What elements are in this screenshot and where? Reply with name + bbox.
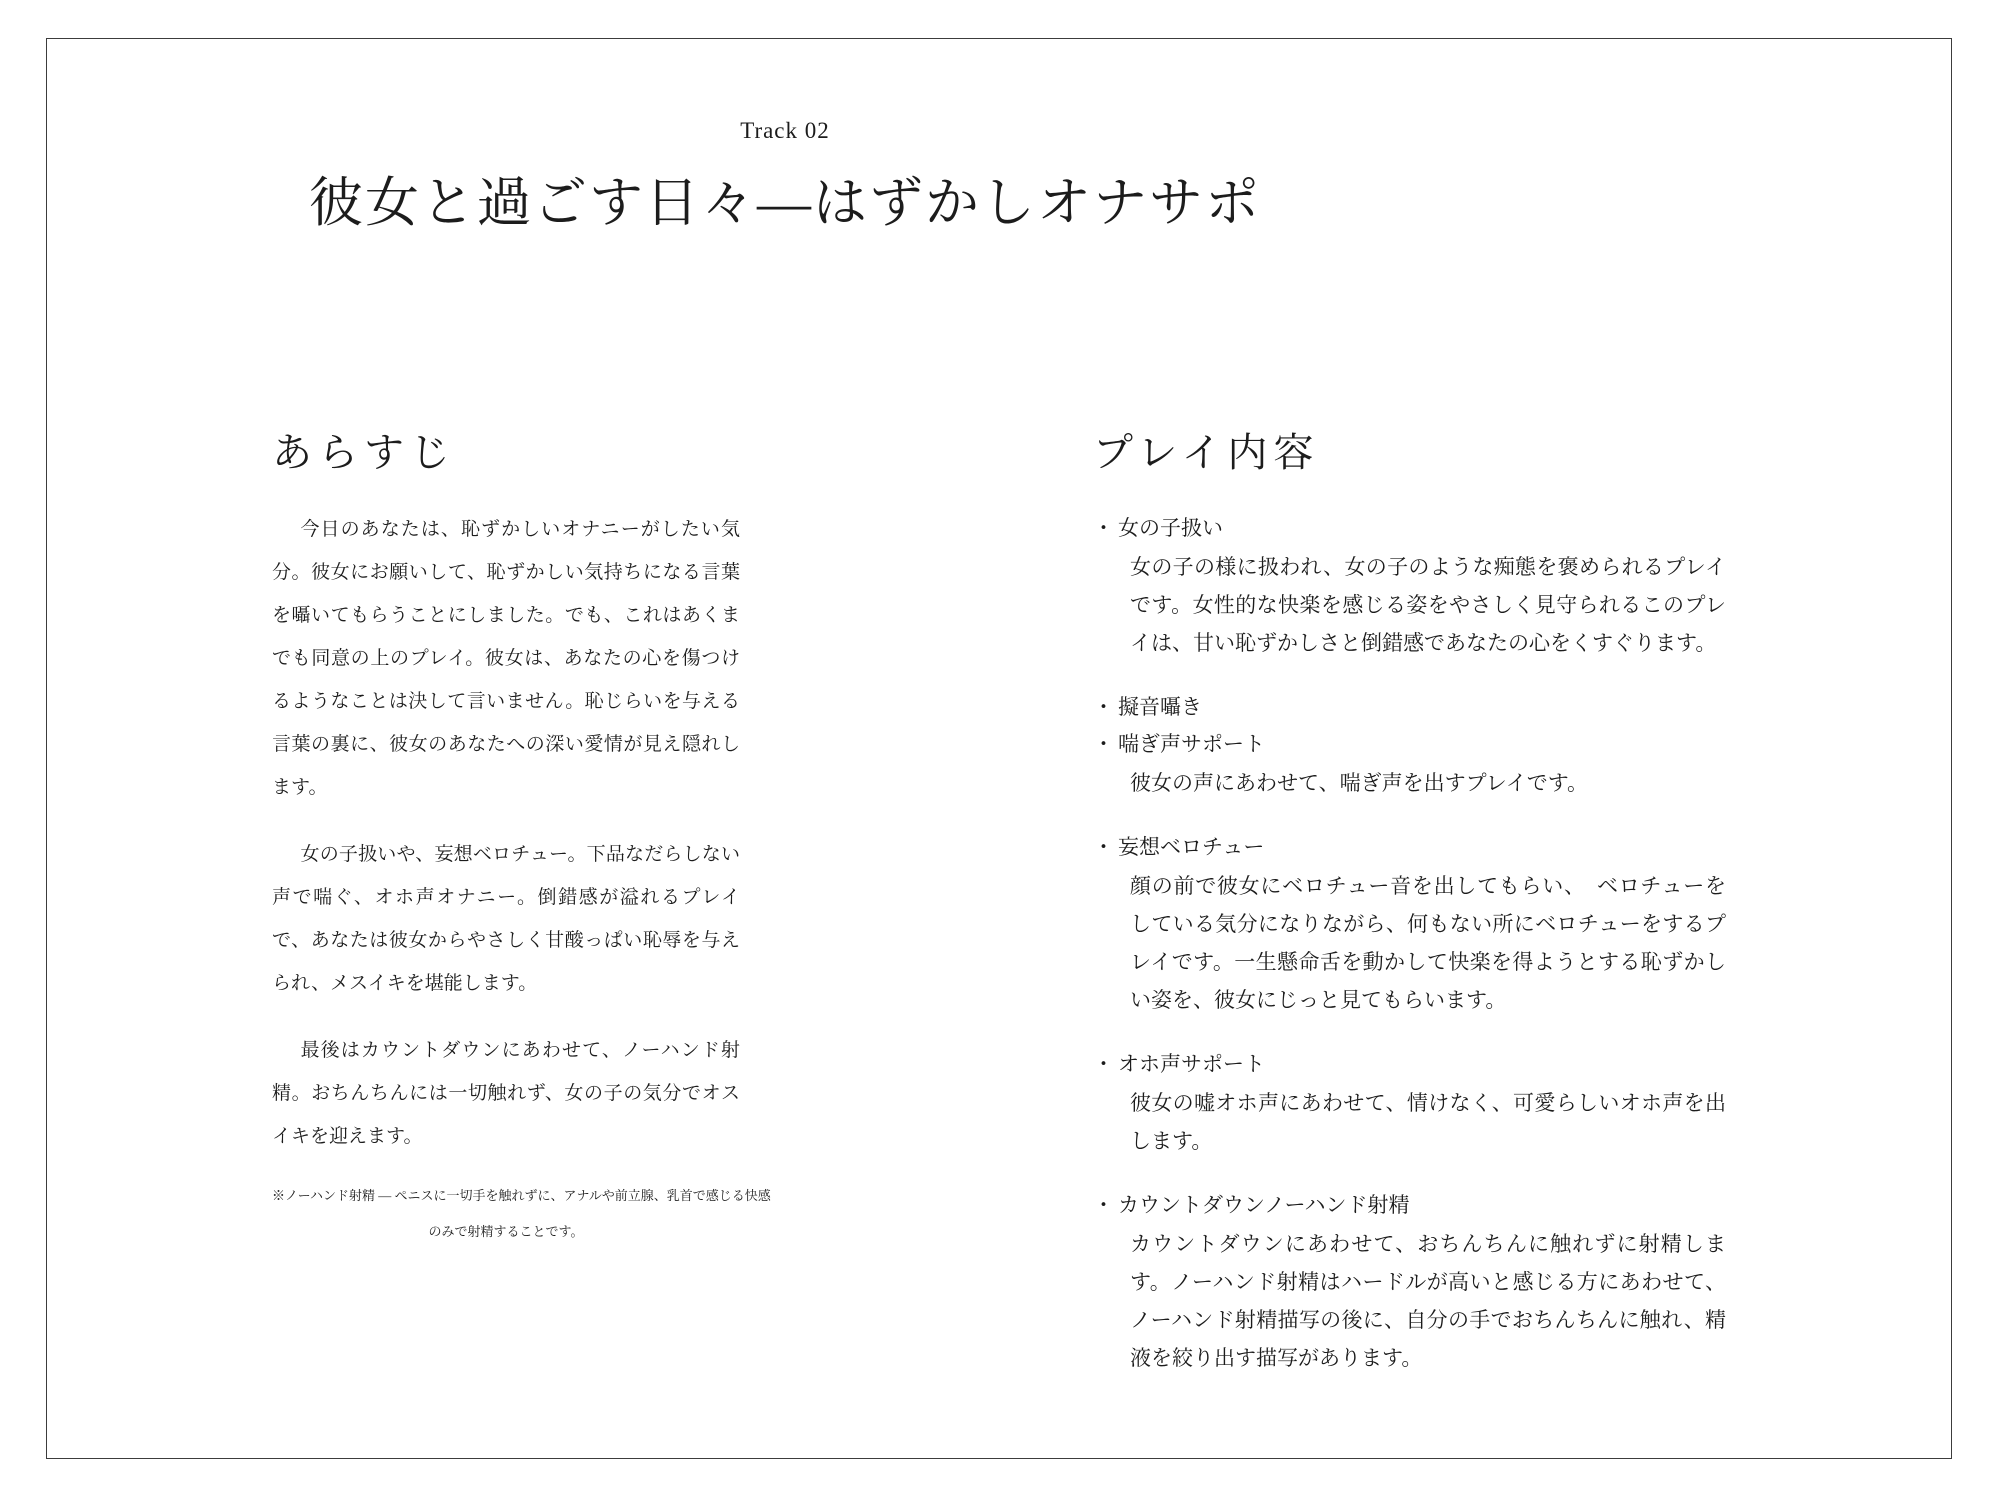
bullet-marker: ・ — [1093, 516, 1114, 540]
play-item-description: 彼女の嘘オホ声にあわせて、情けなく、可愛らしいオホ声を出します。 — [1130, 1091, 1726, 1153]
synopsis-footnote — [272, 1178, 771, 1250]
bullet-marker: ・ — [1093, 732, 1114, 756]
play-item-title: 女の子扱い — [1118, 516, 1223, 540]
play-item-description: 女の子の様に扱われ、女の子のような痴態を褒められるプレイです。女性的な快楽を感じる姿をやさしく見守られるこのプレイは、甘い恥ずかしさと倒錯感であなたの心をくすぐります。 — [1130, 555, 1726, 655]
play-item-label — [1093, 1046, 1726, 1083]
bullet-marker: ・ — [1093, 1193, 1114, 1217]
play-item-label — [1093, 689, 1726, 726]
play-item — [1093, 510, 1726, 662]
play-item-title: カウントダウンノーハンド射精 — [1118, 1193, 1410, 1217]
play-item — [1093, 1187, 1726, 1377]
play-content-list — [1093, 510, 1726, 1377]
track-label: Track 02 — [740, 118, 830, 143]
play-item — [1093, 829, 1726, 1019]
play-item — [1093, 689, 1726, 726]
synopsis-heading: あらすじ — [272, 430, 456, 475]
play-item-description: カウントダウンにあわせて、おちんちんに触れずに射精します。ノーハンド射精はハードルが高いと感じる方にあわせて、ノーハンド射精描写の後に、自分の手でおちんちんに触れ、精液を絞り出す描写があります。 — [1130, 1232, 1726, 1370]
synopsis-paragraph: 今日のあなたは、恥ずかしいオナニーがしたい気分。彼女にお願いして、恥ずかしい気持ちになる言葉を囁いてもらうことにしました。でも、これはあくまでも同意の上のプレイ。彼女は、あなたの心を傷つけるようなことは決して言いません。恥じらいを与える言葉の裏に、彼女のあなたへの深い愛情が見え隠れします。 — [272, 519, 740, 798]
page-title: 彼女と過ごす日々―はずかしオナサポ — [309, 173, 1261, 233]
play-item — [1093, 1046, 1726, 1160]
footnote-line-1: ※ノーハンド射精 ― ペニスに一切手を触れずに、アナルや前立腺、乳首で感じる快感 — [272, 1188, 771, 1203]
play-item-label — [1093, 510, 1726, 547]
play-content-heading: プレイ内容 — [1093, 430, 1320, 475]
play-item-title: オホ声サポート — [1118, 1052, 1265, 1076]
doc-header — [100, 118, 1470, 237]
play-item-title: 喘ぎ声サポート — [1118, 732, 1265, 756]
play-item — [1093, 726, 1726, 802]
play-item-label — [1093, 1187, 1726, 1224]
play-item-description: 顔の前で彼女にベロチュー音を出してもらい、 ベロチューをしている気分になりながら、何もない所にベロチューをするプレイです。一生懸命舌を動かして快楽を得ようとする恥ずかしい姿を、彼女にじっと見てもらいます。 — [1130, 874, 1726, 1012]
play-item-title: 妄想ベロチュー — [1118, 835, 1265, 859]
play-item-title: 擬音囁き — [1118, 695, 1202, 719]
play-content-section — [1093, 421, 1726, 1377]
synopsis-paragraph: 女の子扱いや、妄想ベロチュー。下品なだらしない声で喘ぐ、オホ声オナニー。倒錯感が溢れるプレイで、あなたは彼女からやさしく甘酸っぱい恥辱を与えられ、メスイキを堪能します。 — [272, 844, 740, 994]
play-item-description: 彼女の声にあわせて、喘ぎ声を出すプレイです。 — [1130, 771, 1589, 795]
play-item-label — [1093, 726, 1726, 763]
synopsis-paragraphs — [272, 508, 740, 1158]
bullet-marker: ・ — [1093, 1052, 1114, 1076]
bullet-marker: ・ — [1093, 695, 1114, 719]
synopsis-paragraph: 最後はカウントダウンにあわせて、ノーハンド射精。おちんちんには一切触れず、女の子の気分でオスイキを迎えます。 — [272, 1040, 740, 1147]
bullet-marker: ・ — [1093, 835, 1114, 859]
play-item-label — [1093, 829, 1726, 866]
footnote-line-2: のみで射精することです。 — [428, 1224, 584, 1239]
synopsis-section — [272, 421, 771, 1250]
